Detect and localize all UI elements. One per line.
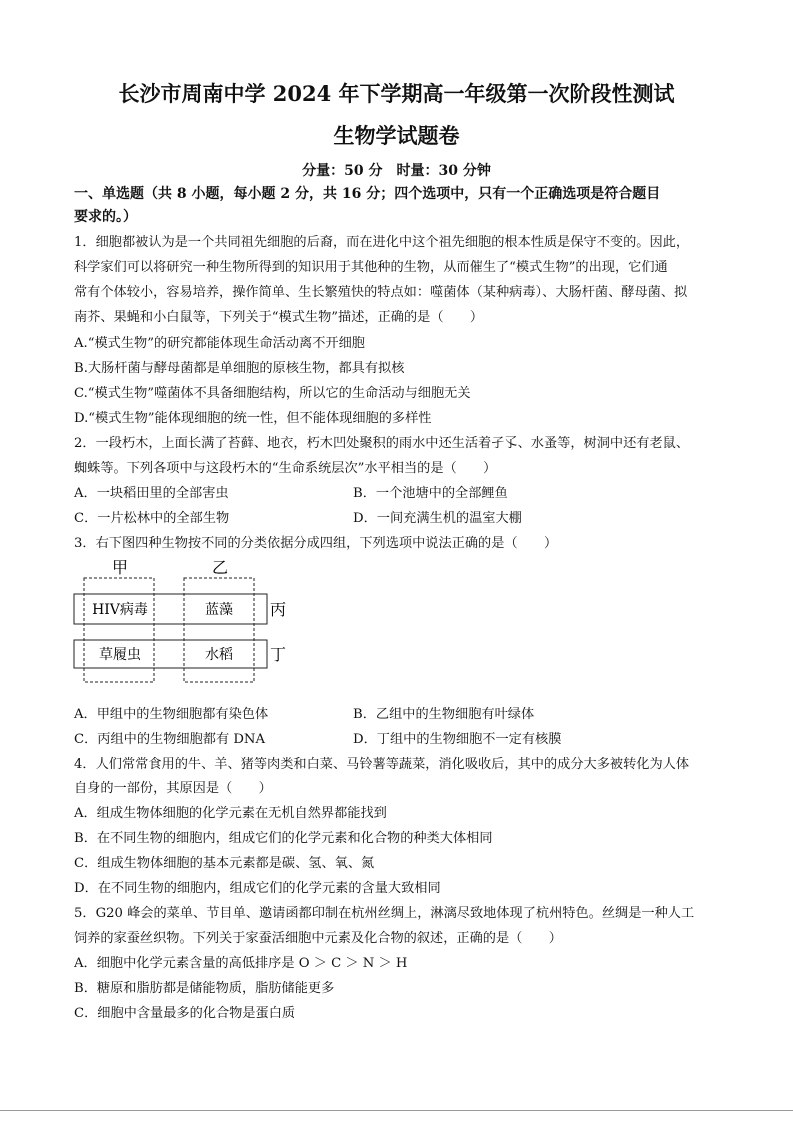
section-heading-line1: 一、单选题（共 8 小题，每小题 2 分，共 16 分；四个选项中，只有一个正确选项是符合题目 bbox=[74, 186, 661, 202]
q3-option-b: B．乙组中的生物细胞有叶绿体 bbox=[353, 707, 535, 722]
organism-rice: 水稻 bbox=[205, 647, 233, 663]
q2-stem-line: 蜘蛛等。下列各项中与这段朽木的“生命系统层次”水平相当的是（ ） bbox=[74, 461, 497, 476]
organism-paramecium: 草履虫 bbox=[99, 647, 141, 663]
q3-option-c: C．丙组中的生物细胞都有 DNA bbox=[74, 732, 265, 747]
group-ding-label: 丁 bbox=[270, 645, 287, 664]
q2-option-d: D．一间充满生机的温室大棚 bbox=[353, 511, 522, 526]
group-jia-label: 甲 bbox=[111, 558, 129, 577]
q1-option-d: D.“模式生物”能体现细胞的统一性，但不能体现细胞的多样性 bbox=[74, 411, 432, 426]
q1-option-b: B.大肠杆菌与酵母菌都是单细胞的原核生物，都具有拟核 bbox=[74, 361, 405, 376]
page-bottom-divider bbox=[0, 1110, 793, 1111]
q1-option-a: A.“模式生物”的研究都能体现生命活动离不开细胞 bbox=[74, 336, 365, 351]
q2-option-c: C．一片松林中的全部生物 bbox=[74, 511, 230, 526]
q2-stem-line: 2．一段朽木，上面长满了苔藓、地衣，朽木凹处聚积的雨水中还生活着孑孓、水蚤等，树洞中还有老鼠、 bbox=[74, 436, 690, 451]
q5-option-b: B．糖原和脂肪都是储能物质，脂肪储能更多 bbox=[74, 981, 335, 996]
q5-option-c: C．细胞中含量最多的化合物是蛋白质 bbox=[74, 1006, 296, 1021]
q5-stem-line: 饲养的家蚕丝织物。下列关于家蚕活细胞中元素及化合物的叙述，正确的是（ ） bbox=[74, 931, 562, 946]
q2-option-a: A．一块稻田里的全部害虫 bbox=[74, 486, 229, 501]
q4-option-b: B．在不同生物的细胞内，组成它们的化学元素和化合物的种类大体相同 bbox=[74, 831, 493, 846]
q4-stem-line: 4．人们常常食用的牛、羊、猪等肉类和白菜、马铃薯等蔬菜，消化吸收后，其中的成分大多被转化为人体 bbox=[74, 757, 690, 772]
q1-option-c: C.“模式生物”噬菌体不具备细胞结构，所以它的生命活动与细胞无关 bbox=[74, 386, 471, 401]
q4-stem-line: 自身的一部份，其原因是（ ） bbox=[74, 781, 272, 796]
group-bing-label: 丙 bbox=[270, 600, 287, 619]
exam-meta: 分量：50 分 时量：30 分钟 bbox=[302, 163, 491, 179]
exam-subtitle: 生物学试题卷 bbox=[333, 123, 460, 148]
q4-option-c: C．组成生物体细胞的基本元素都是碳、氢、氧、氮 bbox=[74, 856, 375, 871]
q1-stem-line: 1．细胞都被认为是一个共同祖先细胞的后裔，而在进化中这个祖先细胞的根本性质是保守不变的。因此， bbox=[74, 235, 690, 250]
q3-option-a: A．甲组中的生物细胞都有染色体 bbox=[74, 707, 269, 722]
q1-stem-line: 科学家们可以将研究一种生物所得到的知识用于其他种的生物，从而催生了“模式生物”的出现，它们通 bbox=[74, 260, 668, 275]
q2-option-b: B．一个池塘中的全部鲤鱼 bbox=[353, 486, 508, 501]
exam-title: 长沙市周南中学 2024 年下学期高一年级第一次阶段性测试 bbox=[118, 81, 675, 106]
q5-stem-line: 5．G20 峰会的菜单、节目单、邀请函都印制在杭州丝绸上，淋漓尽致地体现了杭州特色。丝绸是一种人工 bbox=[74, 906, 695, 921]
q1-stem-line: 南芥、果蝇和小白鼠等，下列关于“模式生物”描述，正确的是（ ） bbox=[74, 310, 484, 325]
organism-hiv: HIV病毒 bbox=[92, 602, 148, 618]
q3-option-d: D．丁组中的生物细胞不一定有核膜 bbox=[353, 732, 562, 747]
q5-option-a: A．细胞中化学元素含量的高低排序是 O ＞ C ＞ N ＞ H bbox=[74, 956, 408, 971]
q4-option-d: D．在不同生物的细胞内，组成它们的化学元素的含量大致相同 bbox=[74, 881, 441, 896]
q4-option-a: A．组成生物体细胞的化学元素在无机自然界都能找到 bbox=[74, 806, 387, 821]
q1-stem-line: 常有个体较小，容易培养，操作简单、生长繁殖快的特点如：噬菌体（某种病毒）、大肠杆菌、酵母菌、拟 bbox=[74, 285, 688, 300]
section-heading-line2: 要求的。） bbox=[74, 209, 137, 225]
group-yi-label: 乙 bbox=[211, 558, 229, 577]
q3-stem: 3．右下图四种生物按不同的分类依据分成四组，下列选项中说法正确的是（ ） bbox=[74, 536, 558, 551]
classification-diagram bbox=[72, 556, 302, 684]
organism-cyanobacteria: 蓝藻 bbox=[205, 602, 233, 618]
